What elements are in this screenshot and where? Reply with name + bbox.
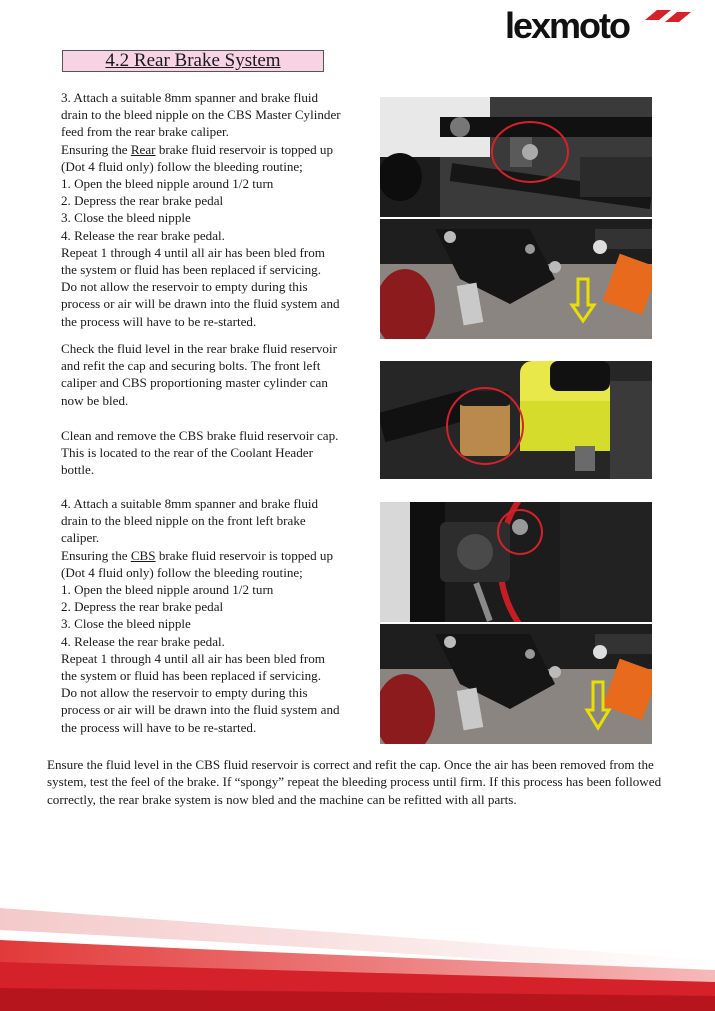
text-line: Clean and remove the CBS brake fluid reservoir cap. [61, 428, 339, 443]
text-line: 3. Attach a suitable 8mm spanner and brake fluid [61, 90, 319, 105]
text-line: caliper. [61, 530, 100, 546]
text-line: feed from the rear brake caliper. [61, 124, 229, 140]
text-line: 3. Close the bleed nipple [61, 210, 191, 226]
text-line: caliper and CBS proportioning master cylinder can [61, 375, 328, 391]
text-line: (Dot 4 fluid only) follow the bleeding routine; [61, 158, 303, 174]
brand-chevron-icon [645, 8, 697, 26]
section-title [62, 50, 324, 72]
photo-rear-brake-pedal [380, 219, 652, 339]
text-line: Do not allow the reservoir to empty during this [61, 279, 308, 295]
photo-cbs-reservoir [380, 361, 652, 479]
text-line: 4. Release the rear brake pedal. [61, 633, 225, 649]
photo-rear-brake-pedal-2 [380, 624, 652, 744]
text-line: This is located to the rear of the Coolant Header [61, 445, 313, 461]
footer-swoosh [0, 900, 715, 1011]
closing-paragraph: Ensure the fluid level in the CBS fluid reservoir is correct and refit the cap. Once the air has been removed from the system, test the feel of the brake. If “spongy” repeat the bleeding process until firm. If this process has been followed correctly, the rear brake system is now bled and the machine can be refitted with all parts. [47, 757, 662, 807]
text-line: Repeat 1 through 4 until all air has been bled from [61, 650, 325, 666]
photo-cbs-master-cylinder [380, 97, 652, 217]
brand-name: lexmoto [505, 5, 630, 46]
reservoir-cbs-underlined: CBS [130, 547, 156, 563]
ensure-line: Ensuring the Rear brake fluid reservoir is topped up [61, 141, 333, 157]
section-title-text: 4.2 Rear Brake System [105, 50, 281, 71]
text-line: the process will have to be re-started. [61, 313, 257, 329]
text-line: the system or fluid has been replaced if servicing. [61, 668, 321, 684]
text-line: process or air will be drawn into the fluid system and [61, 296, 340, 312]
reservoir-rear-underlined: Rear [130, 141, 156, 157]
text-line: the system or fluid has been replaced if servicing. [61, 262, 321, 278]
text-line: process or air will be drawn into the fluid system and [61, 702, 340, 718]
text-line: Check the fluid level in the rear brake fluid reservoir [61, 341, 337, 356]
text-line: 3. Close the bleed nipple [61, 616, 191, 632]
text-line: 4. Release the rear brake pedal. [61, 227, 225, 243]
text-line: (Dot 4 fluid only) follow the bleeding routine; [61, 564, 303, 580]
photo-front-left-caliper [380, 502, 652, 622]
check-fluid-text-block [61, 340, 373, 409]
text-line: the process will have to be re-started. [61, 719, 257, 735]
text-line: drain to the bleed nipple on the CBS Master Cylinder [61, 107, 341, 123]
text-line: 2. Depress the rear brake pedal [61, 599, 224, 615]
step3-text-block [61, 89, 373, 330]
text-line: drain to the bleed nipple on the front left brake [61, 513, 306, 529]
text-line: and refit the cap and securing bolts. The front left [61, 358, 321, 374]
text-line: Do not allow the reservoir to empty during this [61, 685, 308, 701]
cbs-cap-text-block [61, 427, 373, 479]
brand-logo [505, 5, 695, 46]
text-line: bottle. [61, 462, 95, 478]
text-line: 2. Depress the rear brake pedal [61, 193, 224, 209]
ensure-line: Ensuring the CBS brake fluid reservoir is topped up [61, 547, 334, 563]
text-line: 1. Open the bleed nipple around 1/2 turn [61, 176, 274, 192]
text-line: now be bled. [61, 392, 129, 408]
step4-text-block [61, 495, 373, 736]
text-line: 1. Open the bleed nipple around 1/2 turn [61, 582, 274, 598]
text-line: Repeat 1 through 4 until all air has been bled from [61, 244, 325, 260]
text-line: 4. Attach a suitable 8mm spanner and brake fluid [61, 496, 319, 511]
